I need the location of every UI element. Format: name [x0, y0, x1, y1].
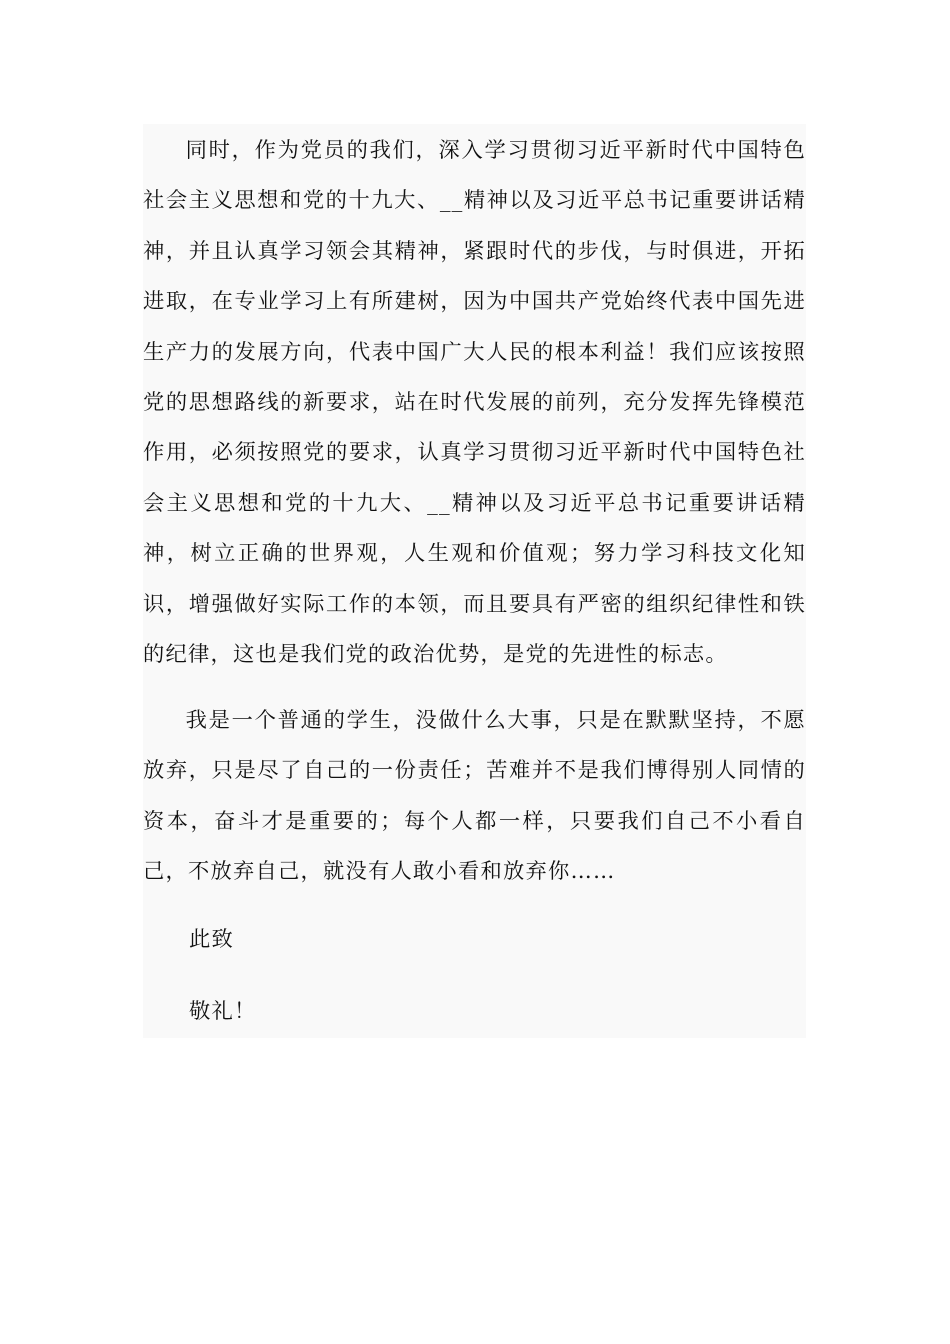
closing-regards: 敬礼！ — [189, 999, 257, 1024]
closing-salutation: 此致 — [189, 927, 234, 952]
body-paragraph-1: 同时，作为党员的我们，深入学习贯彻习近平新时代中国特色社会主义思想和党的十九大、__精神以及习近平总书记重要讲话精神，并且认真学习领会其精神，紧跟时代的步伐，与时俱进，开拓进取，在专业学习上有所建树，因为中国共产党始终代表中国先进生产力的发展方向，代表中国广大人民的根本利益！我们应该按照党的思想路线的新要求，站在时代发展的前列，充分发挥先锋模范作用，必须按照党的要求，认真学习贯彻习近平新时代中国特色社会主义思想和党的十九大、__精神以及习近平总书记重要讲话精神，树立正确的世界观，人生观和价值观；努力学习科技文化知识，增强做好实际工作的本领，而且要具有严密的组织纪律性和铁的纪律，这也是我们党的政治优势，是党的先进性的标志。 — [143, 138, 806, 668]
document-page — [143, 124, 806, 1038]
body-paragraph-2: 我是一个普通的学生，没做什么大事，只是在默默坚持，不愿放弃，只是尽了自己的一份责任；苦难并不是我们博得别人同情的资本，奋斗才是重要的；每个人都一样，只要我们自己不小看自己，不放弃自己，就没有人敢小看和放弃你…… — [143, 708, 806, 885]
